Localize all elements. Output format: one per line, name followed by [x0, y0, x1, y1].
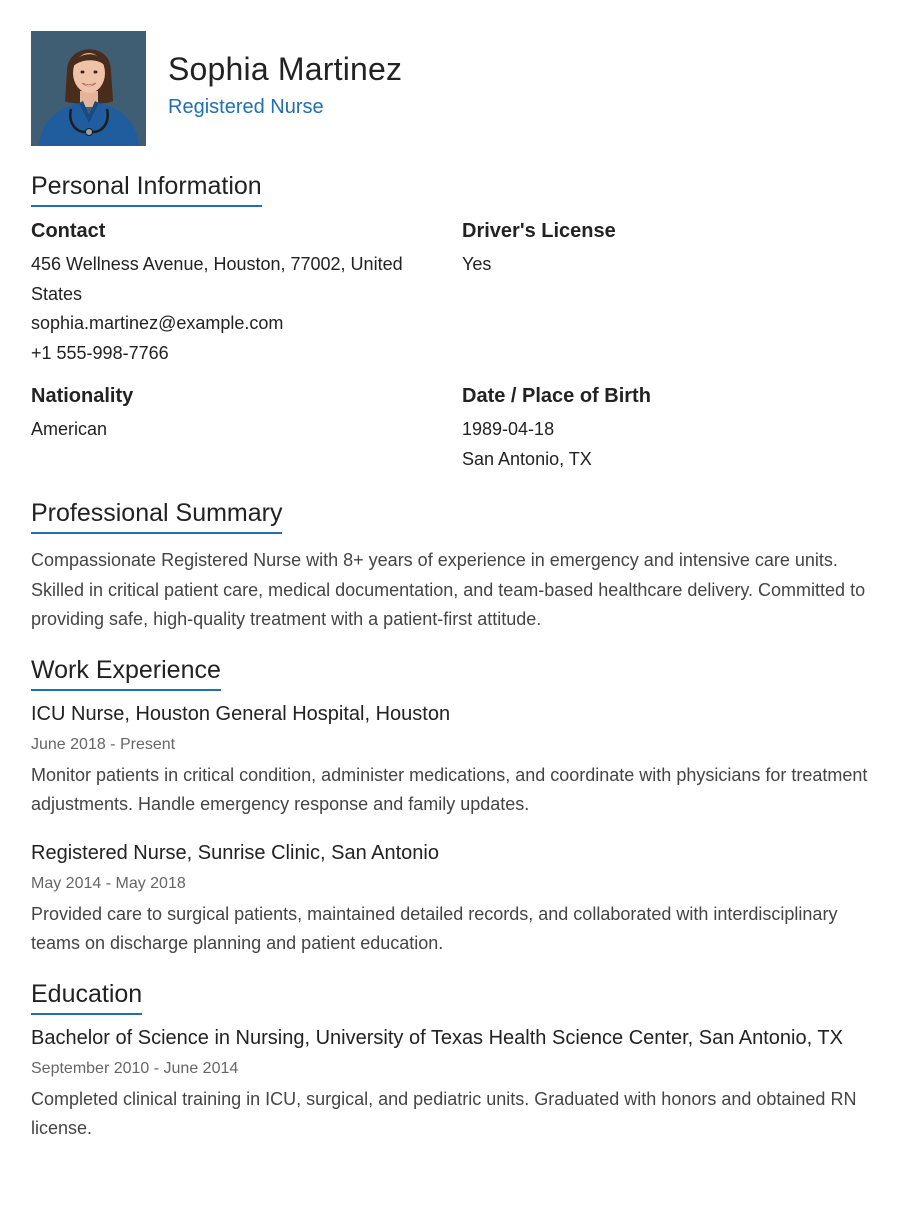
contact-label: Contact	[31, 220, 106, 242]
section-personal-information	[31, 171, 871, 488]
work-entry-dates: June 2018 - Present	[31, 735, 176, 753]
personal-info-grid	[31, 217, 871, 488]
section-heading-education: Education	[31, 979, 142, 1015]
header-text	[168, 31, 402, 120]
work-entry-description: Provided care to surgical patients, maintained detailed records, and collaborated with interdisciplinary teams on discharge planning and patient education.	[31, 903, 838, 953]
nationality-block	[31, 382, 462, 474]
contact-block	[31, 217, 462, 368]
section-heading-work: Work Experience	[31, 655, 221, 691]
section-work-experience	[31, 655, 871, 959]
contact-email: sophia.martinez@example.com	[31, 313, 284, 333]
work-entry	[31, 701, 871, 820]
portrait-photo-icon	[31, 31, 146, 146]
birth-block	[462, 382, 871, 474]
birth-place: San Antonio, TX	[462, 448, 592, 469]
license-label: Driver's License	[462, 220, 616, 242]
license-value: Yes	[462, 254, 492, 274]
birth-label: Date / Place of Birth	[462, 385, 651, 407]
contact-phone: +1 555-998-7766	[31, 342, 169, 363]
work-entry-dates: May 2014 - May 2018	[31, 874, 186, 892]
work-entry-description: Monitor patients in critical condition, administer medications, and coordinate with physicians for treatment adjustments. Handle emergency response and family updates.	[31, 764, 868, 814]
profile-photo	[31, 31, 146, 146]
work-entry-title: Registered Nurse, Sunrise Clinic, San Antonio	[31, 841, 439, 864]
license-block	[462, 217, 871, 368]
contact-address: 456 Wellness Avenue, Houston, 77002, United States	[31, 254, 403, 304]
work-entry	[31, 840, 871, 959]
education-entry	[31, 1025, 871, 1144]
resume-header	[31, 31, 871, 146]
section-professional-summary	[31, 498, 871, 635]
education-entry-dates: September 2010 - June 2014	[31, 1059, 239, 1077]
section-heading-summary: Professional Summary	[31, 498, 282, 534]
candidate-title: Registered Nurse	[168, 96, 324, 118]
section-education	[31, 979, 871, 1144]
summary-text: Compassionate Registered Nurse with 8+ years of experience in emergency and intensive care units. Skilled in critical patient care, medical documentation, and team-based healthcare delivery. Committed to providing safe, high-quality treatment with a patient-first attitude.	[31, 550, 866, 629]
work-entry-title: ICU Nurse, Houston General Hospital, Houston	[31, 702, 451, 725]
education-entry-title: Bachelor of Science in Nursing, University of Texas Health Science Center, San Antonio, TX	[31, 1026, 843, 1049]
nationality-value: American	[31, 419, 108, 439]
section-heading-personal: Personal Information	[31, 171, 262, 207]
candidate-name: Sophia Martinez	[168, 51, 403, 87]
nationality-label: Nationality	[31, 385, 134, 407]
birth-date: 1989-04-18	[462, 419, 555, 439]
education-entry-description: Completed clinical training in ICU, surgical, and pediatric units. Graduated with honors and obtained RN license.	[31, 1088, 857, 1138]
